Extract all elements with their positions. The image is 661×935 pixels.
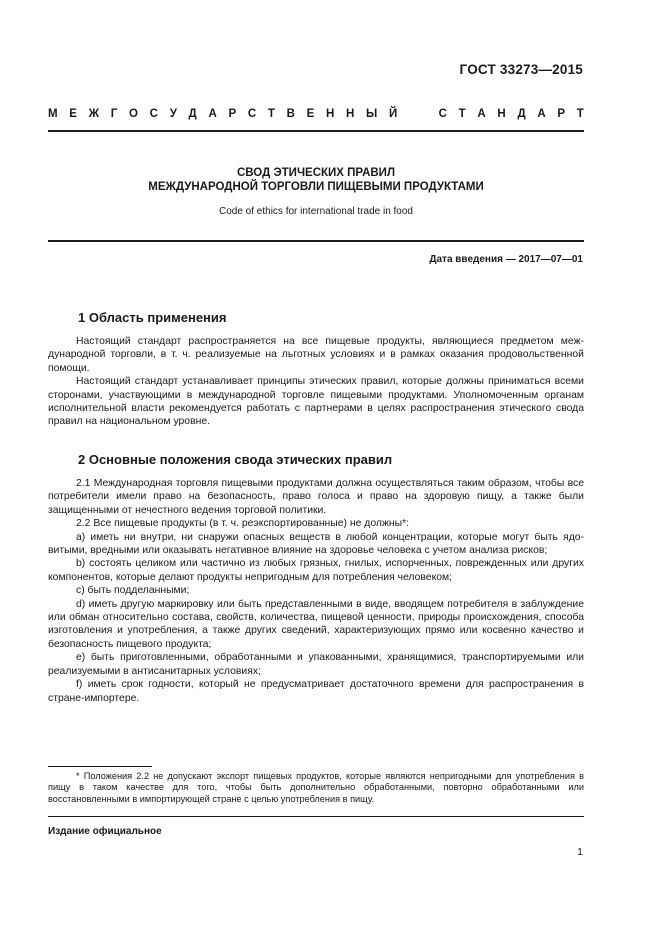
list-item: b) состоять целиком или частично из любых грязных, гнилых, испорченных, поврежденных или других компонентов, которые делают продукты непригодным для потребления человеком; (48, 558, 584, 583)
document-title-line1: СВОД ЭТИЧЕСКИХ ПРАВИЛ (236, 167, 396, 179)
paragraph: 2.1 Международная торговля пищевыми продуктами должна осуществляться таким образом, чтобы все потребители имели право на безопасность, право голоса и право на здоровую пищу, а также были защищенными от нечестного ведения торговой политики. (48, 478, 584, 516)
footnote (48, 771, 584, 805)
letter: М (48, 108, 58, 120)
letter: Е (69, 108, 77, 120)
letter: Н (497, 108, 506, 120)
list-item: с) быть подделанными; (76, 585, 190, 597)
list-item: d) иметь другую маркировку или быть представленными в виде, вводящем потребителя в заблуждение или обман относительно состава, свойств, количества, пищевой ценности, природы происхождения, способа изготовления и употребления, а также других сведений, характеризующих прямо или косвенно качество и безопасность пищевого продукта; (48, 598, 584, 650)
section-scope-body (48, 335, 584, 429)
footer-divider (48, 816, 584, 817)
english-title: Code of ethics for international trade in food (218, 206, 413, 217)
letter: Г (110, 108, 118, 120)
letter: С (149, 108, 158, 120)
list-item: а) иметь ни внутри, ни снаружи опасных веществ в любой концентрации, которые могут быть ядовитыми, вредными или оказывать негативное влияние на здоровье человека с учетом анализа рисков; (48, 531, 584, 557)
standard-type-heading (48, 108, 584, 120)
letter: Д (517, 108, 526, 120)
letter: У (169, 108, 177, 120)
gost-number: ГОСТ 33273—2015 (459, 62, 583, 77)
footnote-text: * Положения 2.2 не допускают экспорт пищевых продуктов, которые являются непригодными для употребления в пищу в таком качестве для того, чтобы быть дополнительно обработанными, повторно обработанными или восстановленными в импортирующей стране с целью употребления в пищу. (48, 771, 584, 804)
letter: Т (576, 108, 584, 120)
paragraph: 2.2 Все пищевые продукты (в т. ч. реэкспортированные) не должны*: (76, 518, 410, 530)
letter: А (208, 108, 217, 120)
letter: О (129, 108, 138, 120)
edition-label: Издание официальное (48, 826, 162, 837)
section-heading-main-provisions: 2 Основные положения свода этических правил (78, 452, 393, 467)
letter: Р (557, 108, 566, 120)
header-divider (48, 130, 584, 132)
letter: А (477, 108, 486, 120)
letter: Й (388, 108, 398, 120)
footnote-divider (48, 766, 152, 767)
letter: Н (346, 108, 355, 120)
letter: Т (458, 108, 466, 120)
letter: Н (325, 108, 335, 120)
paragraph: Настоящий стандарт распространяется на все пищевые продукты, являющиеся предметом международной торговли, в т. ч. реализуемые на льготных условиях и в рамках оказания продовольственной помощи. (48, 336, 584, 374)
letter: Е (306, 108, 315, 120)
letter: С (438, 108, 447, 120)
letter: Р (228, 108, 237, 120)
list-item: е) быть приготовленными, обработанными и упакованными, хранящимися, транспортируемыми или реализуемыми в антисанитарных условиях; (48, 652, 584, 677)
list-item: f) иметь срок годности, который не предусматривает достаточного времени для распространения в стране-импортере. (48, 679, 584, 704)
page-number: 1 (577, 846, 583, 858)
intro-date: Дата введения — 2017—07—01 (429, 254, 583, 265)
paragraph: Настоящий стандарт устанавливает принципы этических правил, которые должны приниматься всеми сторонами, участвующими в международной торговле пищевыми продуктами. Уполномоченным органам исполнительной власти рекомендуется работать с партнерами в целях распространения этического свода правил на национальном уровне. (48, 376, 584, 428)
title-divider (48, 240, 584, 242)
document-title-line2: МЕЖДУНАРОДНОЙ ТОРГОВЛИ ПИЩЕВЫМИ ПРОДУКТАМИ (148, 181, 484, 193)
letter: Ы (366, 108, 378, 120)
section-main-provisions-body (48, 477, 584, 705)
letter: А (537, 108, 546, 120)
letter: Ж (88, 108, 100, 120)
section-heading-scope: 1 Область применения (78, 310, 227, 325)
letter: Д (188, 108, 197, 120)
letter: Т (267, 108, 275, 120)
letter: С (247, 108, 257, 120)
letter: В (286, 108, 295, 120)
word-gap (409, 108, 427, 120)
